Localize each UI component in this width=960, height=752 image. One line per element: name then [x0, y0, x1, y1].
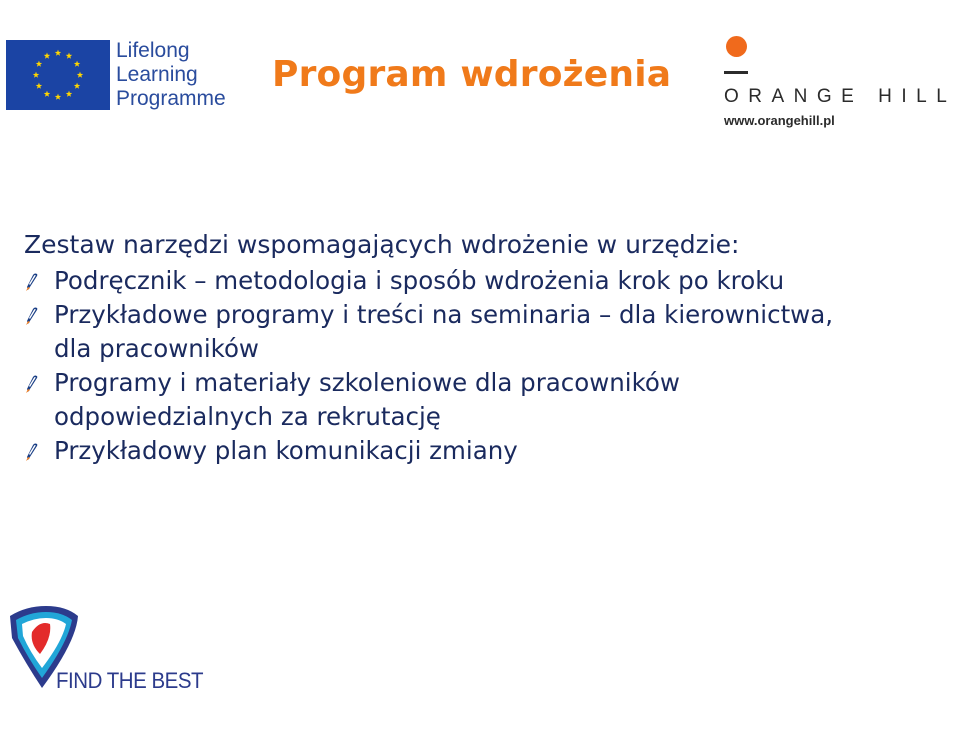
- list-item: [24, 298, 854, 366]
- list-item: [24, 264, 854, 298]
- orange-hill-logo: [722, 34, 957, 134]
- pin-bullet-icon: [24, 375, 40, 393]
- eu-flag-icon: [6, 40, 110, 110]
- eu-logo-text: [116, 39, 226, 111]
- orange-hill-url: www.orangehill.pl: [724, 113, 835, 128]
- list-item: [24, 434, 854, 468]
- bullet-list: [24, 264, 854, 468]
- list-item-text: Przykładowy plan komunikacji zmiany: [54, 436, 518, 465]
- pin-bullet-icon: [24, 443, 40, 461]
- list-item-text: Przykładowe programy i treści na seminaria – dla kierownictwa, dla pracowników: [54, 300, 834, 363]
- list-item-text: Podręcznik – metodologia i sposób wdrożenia krok po kroku: [54, 266, 785, 295]
- list-item: [24, 366, 854, 434]
- dash-icon: [724, 71, 748, 74]
- intro-text: Zestaw narzędzi wspomagających wdrożenie w urzędzie:: [24, 230, 740, 259]
- eu-logo-line: Programme: [116, 87, 226, 110]
- find-the-best-text: FIND THE BEST: [56, 668, 204, 693]
- pin-bullet-icon: [24, 307, 40, 325]
- orange-dot-icon: [726, 36, 747, 57]
- slide-title: Program wdrożenia: [272, 54, 672, 95]
- orange-hill-name: ORANGE HILL: [724, 86, 957, 107]
- pin-bullet-icon: [24, 273, 40, 291]
- lifelong-learning-logo: [6, 40, 244, 114]
- eu-logo-line: Lifelong: [116, 39, 190, 62]
- slide-content: [24, 230, 854, 468]
- find-the-best-logo: [6, 602, 206, 702]
- eu-logo-line: Learning: [116, 63, 198, 86]
- list-item-text: Programy i materiały szkoleniowe dla pracowników odpowiedzialnych za rekrutację: [54, 368, 680, 431]
